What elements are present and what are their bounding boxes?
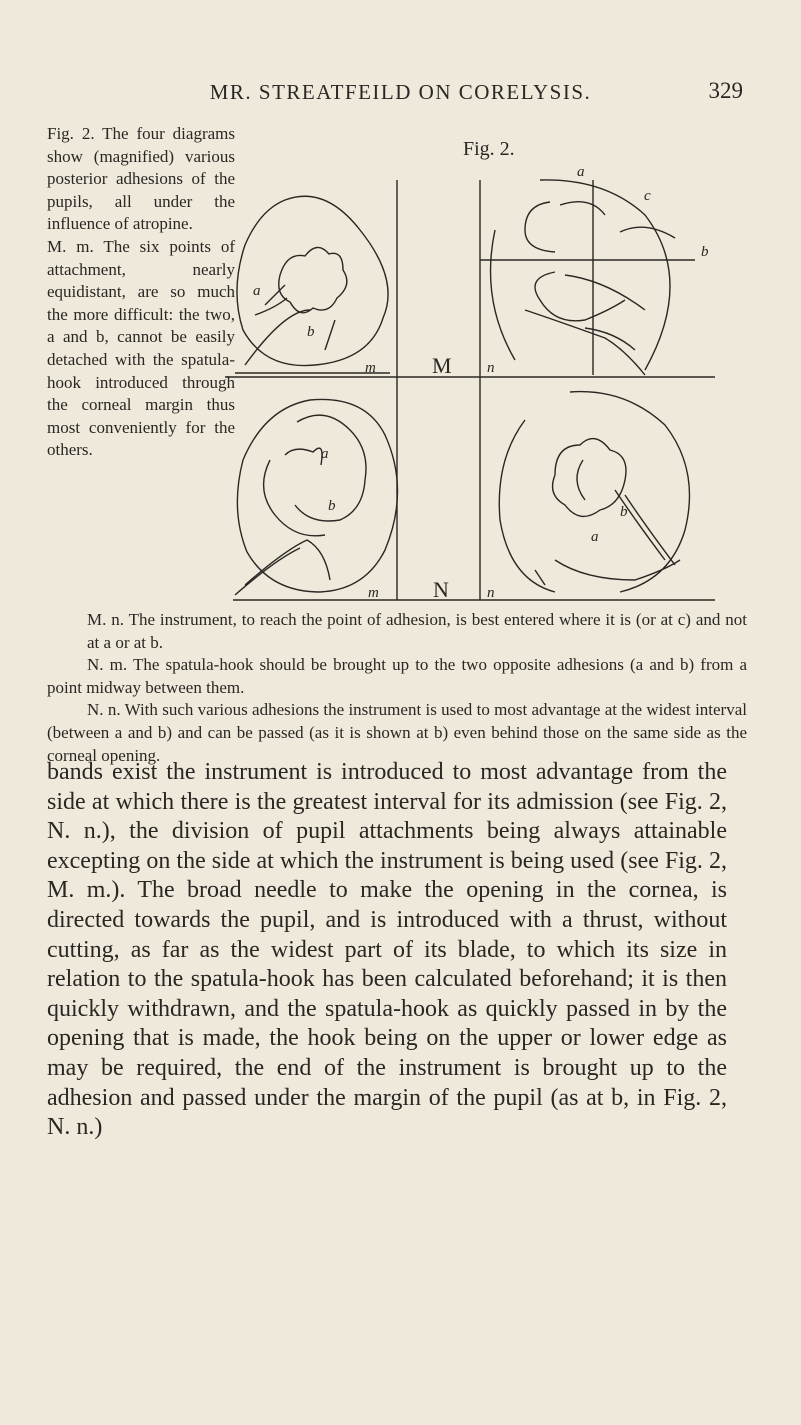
diagram-N-n (499, 392, 689, 592)
label-b-M-m: b (307, 324, 315, 340)
figure-caption (47, 123, 235, 462)
label-a-N-m: a (321, 446, 329, 462)
figure-diagrams (225, 160, 715, 610)
body-paragraph: bands exist the instrument is introduced to most advantage from the side at which there is the greatest interval for its admission (see Fig. 2, N. n.), the division of pupil attachments being always attainable excepting on the side at which the instrument is being used (see Fig. 2, M. m.). The broad needle to make the opening in the cornea, is directed towards the pupil, and is introduced with a thrust, without cutting, as far as the widest part of its blade, to which its size in relation to the spatula-hook has been calculated beforehand; it is then quickly withdrawn, and the spatula-hook as quickly passed in by the opening that is made, the hook being on the upper or lower edge as may be required, the end of the instrument is brought up to the adhesion and passed under the margin of the pupil (as at b, in Fig. 2, N. n.) (47, 759, 727, 1141)
figure-notes (47, 609, 747, 767)
note-N-n: N. n. With such various adhesions the instrument is used to most advantage at the widest interval (between a and b) and can be passed (as it is shown at b) even behind those on the same side as the corneal opening. (47, 700, 747, 765)
label-n-M-n: n (487, 360, 495, 376)
label-m-M-m: m (365, 360, 376, 376)
note-M-n: M. n. The instrument, to reach the point of adhesion, is best entered where it is (or at c) and not at a or at b. (87, 610, 747, 652)
diagram-N-m (235, 399, 398, 595)
label-b-M-n: b (701, 244, 709, 260)
label-b-N-m: b (328, 498, 336, 514)
running-head: MR. STREATFEILD ON CORELYSIS. (209, 80, 592, 104)
label-n-N-n: n (487, 585, 495, 601)
figure-label: Fig. 2. (463, 138, 515, 160)
diagram-M-n (480, 180, 695, 375)
label-a-M-n: a (577, 164, 585, 180)
body-text (47, 758, 727, 1143)
note-N-m: N. m. The spatula-hook should be brought up to the two opposite adhesions (a and b) from a point midway between them. (47, 655, 747, 697)
label-a-N-n: a (591, 529, 599, 545)
caption-intro: Fig. 2. The four diagrams show (magnified) various posterior adhesions of the pupils, all under the influence of atropine. (47, 124, 235, 234)
page-number: 329 (708, 78, 743, 103)
panel-label-M: M (432, 353, 452, 378)
label-m-N-m: m (368, 585, 379, 601)
label-a-M-m: a (253, 283, 261, 299)
label-c-M-n: c (644, 188, 651, 204)
caption-mm-note: M. m. The six points of attachment, nearly equidistant, are so much the more difficult: the two, a and b, cannot be easily detached with the spatula-hook introduced through the corneal margin thus most conveniently for the others. (47, 236, 235, 460)
panel-label-N: N (433, 577, 449, 602)
label-b-N-n: b (620, 504, 628, 520)
